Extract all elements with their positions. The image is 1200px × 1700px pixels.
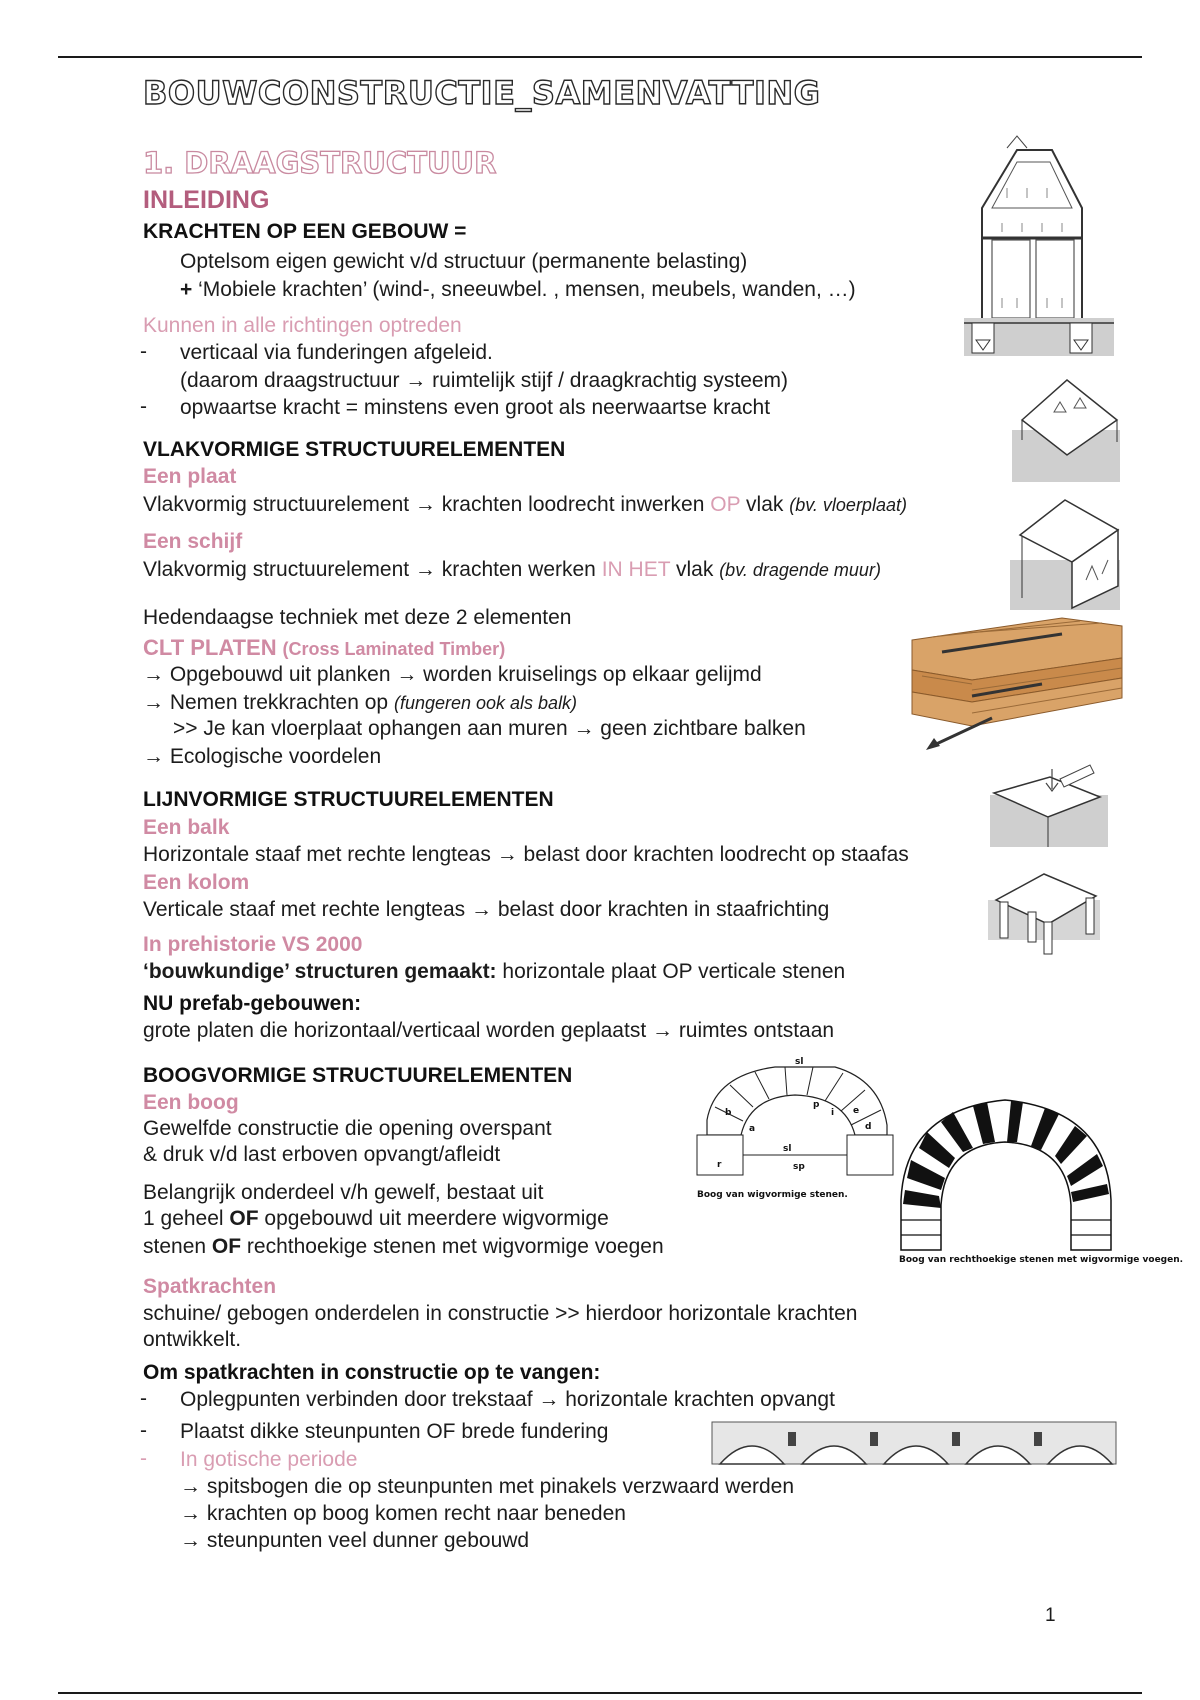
arch-label-sl: sl bbox=[795, 1057, 804, 1067]
spat-title: Spatkrachten bbox=[143, 1275, 277, 1298]
top-rule bbox=[58, 56, 1142, 58]
intro-bullet-1-cont: (daarom draagstructuur → ruimtelijk stijf / draagkrachtig systeem) bbox=[180, 369, 789, 392]
wedge-arch-caption: Boog van wigvormige stenen. bbox=[697, 1190, 848, 1200]
arch-heading: BOOGVORMIGE STRUCTUURELEMENTEN bbox=[143, 1064, 573, 1087]
prehistory-bold: ‘bouwkundige’ structuren gemaakt: bbox=[143, 960, 497, 983]
arch-label-sl2: sl bbox=[783, 1144, 792, 1154]
arch-part-3 bbox=[143, 1234, 664, 1260]
catch-title: Om spatkrachten in constructie op te vangen: bbox=[143, 1361, 601, 1384]
column-title: Een kolom bbox=[143, 871, 250, 894]
bullet-dash: - bbox=[140, 395, 147, 418]
clt-point-2 bbox=[143, 690, 577, 716]
shear-text-a: Vlakvormig structuurelement → krachten werken bbox=[143, 558, 602, 581]
forces-line-2-text: ‘Mobiele krachten’ (wind-, sneeuwbel. , mensen, meubels, wanden, …) bbox=[198, 278, 856, 301]
bullet-dash: - bbox=[140, 340, 147, 363]
beam-title: Een balk bbox=[143, 816, 230, 839]
gothic-point-3: → steunpunten veel dunner gebouwd bbox=[180, 1529, 530, 1552]
arch-part-2-c: opgebouwd uit meerdere wigvormige bbox=[258, 1207, 609, 1230]
column-text: Verticale staaf met rechte lengteas → belast door krachten in staafrichting bbox=[143, 898, 830, 921]
rectangular-stone-arch-diagram bbox=[895, 1090, 1184, 1280]
section-heading: 1. DRAAGSTRUCTUUR bbox=[143, 146, 497, 180]
now-title: NU prefab-gebouwen: bbox=[143, 992, 362, 1015]
arch-label-d: d bbox=[865, 1122, 872, 1132]
bullet-dash: - bbox=[140, 1387, 147, 1410]
beam-text: Horizontale staaf met rechte lengteas → belast door krachten loodrecht op staafas bbox=[143, 843, 909, 866]
intro-heading: INLEIDING bbox=[143, 186, 270, 214]
plate-illustration bbox=[1012, 380, 1120, 490]
clt-point-3: >> Je kan vloerplaat ophangen aan muren → geen zichtbare balken bbox=[173, 717, 806, 740]
column-illustration bbox=[988, 860, 1100, 956]
catch-point-3: In gotische periode bbox=[180, 1448, 358, 1471]
clt-title-line bbox=[143, 635, 505, 662]
arch-part-2-a: 1 geheel bbox=[143, 1207, 230, 1230]
spat-line-2: ontwikkelt. bbox=[143, 1328, 242, 1351]
arch-part-2 bbox=[143, 1206, 609, 1232]
clt-subtitle: (Cross Laminated Timber) bbox=[282, 639, 506, 659]
modern-technique: Hedendaagse techniek met deze 2 elementen bbox=[143, 606, 572, 629]
clt-title: CLT PLATEN bbox=[143, 635, 277, 660]
catch-point-1: Oplegpunten verbinden door trekstaaf → horizontale krachten opvangt bbox=[180, 1388, 835, 1411]
arch-part-2-b: OF bbox=[229, 1207, 259, 1230]
shear-text-b: vlak bbox=[670, 558, 714, 581]
clt-panel-illustration bbox=[912, 618, 1122, 753]
linear-heading: LIJNVORMIGE STRUCTUURELEMENTEN bbox=[143, 788, 554, 811]
directions-label: Kunnen in alle richtingen optreden bbox=[143, 314, 462, 337]
page-number: 1 bbox=[1045, 1605, 1056, 1626]
arch-label-a: a bbox=[749, 1124, 756, 1134]
plate-text-a: Vlakvormig structuurelement → krachten loodrecht inwerken bbox=[143, 493, 711, 516]
arch-label-p: p bbox=[813, 1100, 820, 1110]
plate-text bbox=[143, 492, 907, 518]
rectangular-arch-caption: Boog van rechthoekige stenen met wigvormige voegen. bbox=[899, 1255, 1184, 1265]
prehistory-text bbox=[143, 959, 845, 985]
arch-label-b: b bbox=[725, 1108, 732, 1118]
forces-line-1: Optelsom eigen gewicht v/d structuur (permanente belasting) bbox=[180, 250, 748, 273]
arch-title: Een boog bbox=[143, 1091, 239, 1114]
arch-label-sp: sp bbox=[793, 1162, 805, 1172]
shear-example: (bv. dragende muur) bbox=[719, 560, 881, 580]
clt-point-2-em: (fungeren ook als balk) bbox=[393, 693, 578, 713]
plate-example: (bv. vloerplaat) bbox=[789, 495, 907, 515]
shear-text-highlight: IN HET bbox=[601, 558, 671, 581]
gothic-point-2: → krachten op boog komen recht naar beneden bbox=[180, 1502, 626, 1525]
beam-illustration bbox=[990, 765, 1108, 850]
plus-sign: + bbox=[180, 278, 193, 301]
forces-title: KRACHTEN OP EEN GEBOUW = bbox=[143, 220, 467, 243]
plate-title: Een plaat bbox=[143, 465, 237, 488]
arch-label-i: i bbox=[831, 1108, 835, 1118]
flat-heading: VLAKVORMIGE STRUCTUURELEMENTEN bbox=[143, 438, 566, 461]
shear-title: Een schijf bbox=[143, 530, 243, 553]
gothic-point-1: → spitsbogen die op steunpunten met pinakels verzwaard werden bbox=[180, 1475, 795, 1498]
prehistory-rest: horizontale plaat OP verticale stenen bbox=[496, 960, 846, 983]
catch-point-2: Plaatst dikke steunpunten OF brede fundering bbox=[180, 1420, 609, 1443]
bullet-dash: - bbox=[140, 1419, 147, 1442]
forces-line-2 bbox=[180, 277, 856, 303]
house-load-illustration bbox=[962, 128, 1120, 358]
arch-line-1: Gewelfde constructie die opening overspant bbox=[143, 1117, 552, 1140]
arch-label-e: e bbox=[853, 1106, 860, 1116]
now-text: grote platen die horizontaal/verticaal worden geplaatst → ruimtes ontstaan bbox=[143, 1019, 835, 1042]
arch-part-3-b: OF bbox=[211, 1235, 242, 1258]
shear-text bbox=[143, 557, 881, 583]
arch-line-2: & druk v/d last erboven opvangt/afleidt bbox=[143, 1143, 501, 1166]
arched-bridge-illustration bbox=[712, 1420, 1116, 1466]
plate-text-b: vlak bbox=[740, 493, 784, 516]
document-title: BOUWCONSTRUCTIE_SAMENVATTING bbox=[143, 74, 821, 112]
arch-part-3-a: stenen bbox=[143, 1235, 212, 1258]
clt-point-1: → Opgebouwd uit planken → worden kruiselings op elkaar gelijmd bbox=[143, 663, 762, 686]
arch-part-1: Belangrijk onderdeel v/h gewelf, bestaat uit bbox=[143, 1181, 544, 1204]
wedge-stone-arch-diagram bbox=[695, 1055, 895, 1205]
prehistory-title: In prehistorie VS 2000 bbox=[143, 933, 363, 956]
bullet-dash: - bbox=[140, 1447, 147, 1470]
shear-wall-illustration bbox=[1010, 500, 1120, 612]
intro-bullet-1: verticaal via funderingen afgeleid. bbox=[180, 341, 493, 364]
clt-point-2-text: → Nemen trekkrachten op bbox=[143, 691, 389, 714]
bottom-rule bbox=[58, 1692, 1142, 1694]
clt-point-4: → Ecologische voordelen bbox=[143, 745, 382, 768]
spat-line-1: schuine/ gebogen onderdelen in constructie >> hierdoor horizontale krachten bbox=[143, 1302, 858, 1325]
arch-part-3-c: rechthoekige stenen met wigvormige voegen bbox=[241, 1235, 664, 1258]
plate-text-highlight: OP bbox=[710, 493, 741, 516]
arch-label-r: r bbox=[717, 1160, 722, 1170]
intro-bullet-2: opwaartse kracht = minstens even groot als neerwaartse kracht bbox=[180, 396, 771, 419]
